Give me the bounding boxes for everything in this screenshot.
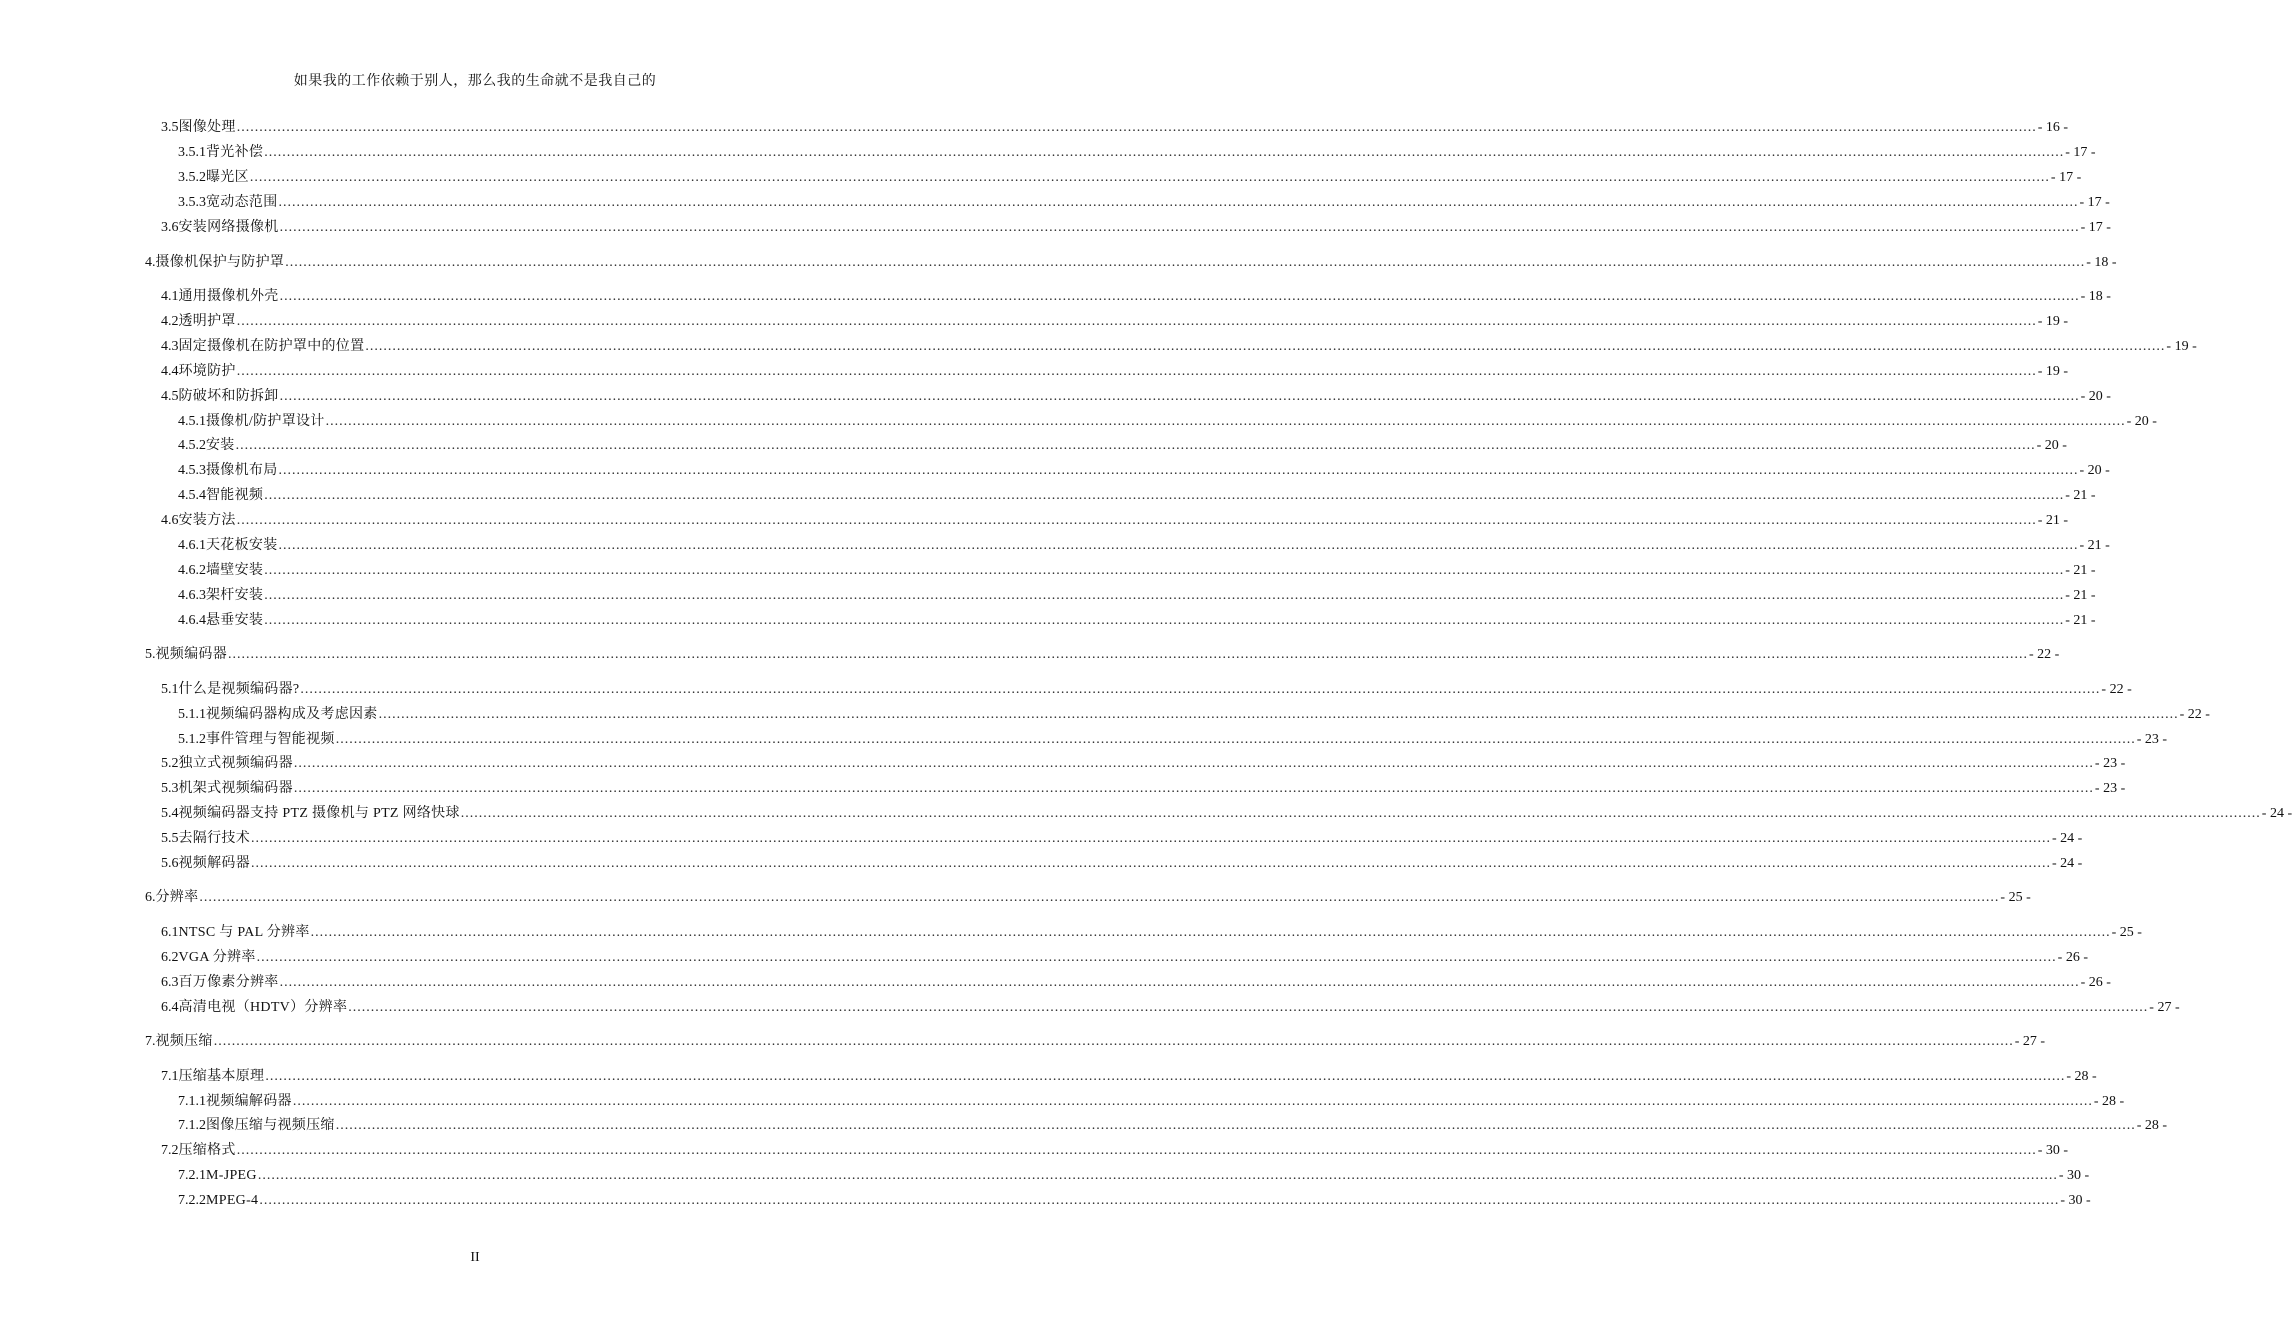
toc-entry-title: 曝光区 [206, 170, 249, 185]
toc-dot-leader: ................................................................................................................................................................................................................................................................................................................................................................................................................ [310, 925, 2111, 940]
toc-entry-page: - 21 - [2065, 613, 2096, 628]
toc-dot-leader: ................................................................................................................................................................................................................................................................................................................................................................................................................ [236, 314, 2037, 329]
toc-entry-title: 宽动态范围 [206, 195, 278, 210]
toc-entry[interactable] [178, 485, 2096, 507]
toc-dot-leader: ................................................................................................................................................................................................................................................................................................................................................................................................................ [236, 1143, 2037, 1158]
toc-entry-number: 4.6.4 [178, 613, 206, 628]
toc-entry-number: 4.1 [161, 289, 179, 304]
toc-entry-page: - 19 - [2037, 364, 2069, 379]
toc-entry-number: 4.3 [161, 339, 179, 354]
toc-entry-page: - 28 - [2093, 1094, 2125, 1109]
toc-entry-number: 4.6.2 [178, 563, 206, 578]
toc-entry-title: 背光补偿 [206, 145, 264, 160]
toc-entry[interactable] [161, 286, 2111, 308]
toc-entry-number: 5.4 [161, 806, 179, 821]
toc-entry[interactable] [161, 217, 2111, 239]
toc-dot-leader: ................................................................................................................................................................................................................................................................................................................................................................................................................ [264, 613, 2065, 628]
toc-entry[interactable] [161, 311, 2069, 333]
toc-entry[interactable] [145, 252, 2117, 274]
toc-entry-number: 4.2 [161, 314, 179, 329]
toc-entry-number: 6. [145, 890, 156, 905]
toc-entry-page: - 30 - [2058, 1168, 2090, 1183]
toc-entry-page: - 25 - [2000, 890, 2031, 905]
toc-entry-title: 安装网络摄像机 [178, 220, 279, 235]
toc-entry[interactable] [178, 435, 2067, 457]
toc-dot-leader: ................................................................................................................................................................................................................................................................................................................................................................................................................ [236, 364, 2037, 379]
toc-entry[interactable] [161, 1140, 2069, 1162]
toc-entry[interactable] [178, 142, 2096, 164]
toc-entry[interactable] [161, 947, 2088, 969]
toc-entry-number: 3.5.1 [178, 145, 206, 160]
toc-entry-number: 5.1 [161, 682, 179, 697]
toc-entry-page: - 17 - [2065, 145, 2096, 160]
toc-entry-title: 环境防护 [178, 364, 236, 379]
toc-entry-page: - 21 - [2065, 488, 2096, 503]
toc-entry-title: 悬垂安装 [206, 613, 264, 628]
toc-dot-leader: ................................................................................................................................................................................................................................................................................................................................................................................................................ [279, 389, 2080, 404]
toc-dot-leader: ................................................................................................................................................................................................................................................................................................................................................................................................................ [365, 339, 2166, 354]
toc-entry-page: - 28 - [2136, 1118, 2168, 1133]
toc-entry[interactable] [145, 644, 2060, 666]
toc-entry-title: M-JPEG [206, 1168, 257, 1183]
toc-entry-page: - 23 - [2094, 756, 2126, 771]
toc-entry-number: 4.5.2 [178, 438, 206, 453]
toc-entry-number: 6.2 [161, 950, 179, 965]
toc-entry-number: 5.2 [161, 756, 179, 771]
toc-entry[interactable] [161, 361, 2069, 383]
toc-entry[interactable] [178, 560, 2096, 582]
toc-dot-leader: ................................................................................................................................................................................................................................................................................................................................................................................................................ [460, 806, 2261, 821]
toc-entry-page: - 25 - [2111, 925, 2142, 940]
toc-dot-leader: ................................................................................................................................................................................................................................................................................................................................................................................................................ [278, 463, 2079, 478]
toc-entry-title: 安装方法 [178, 513, 236, 528]
toc-entry-number: 7.2.2 [178, 1193, 206, 1208]
toc-entry-title: 摄像机布局 [206, 463, 278, 478]
toc-entry-number: 3.6 [161, 220, 179, 235]
toc-entry-page: - 30 - [2060, 1193, 2091, 1208]
toc-dot-leader: ................................................................................................................................................................................................................................................................................................................................................................................................................ [279, 220, 2080, 235]
toc-entry-page: - 21 - [2079, 538, 2110, 553]
toc-entry[interactable] [178, 585, 2096, 607]
toc-dot-leader: ................................................................................................................................................................................................................................................................................................................................................................................................................ [228, 647, 2028, 662]
toc-entry-page: - 24 - [2052, 831, 2083, 846]
toc-entry-title: 防破坏和防拆卸 [178, 389, 279, 404]
toc-entry-number: 3.5.3 [178, 195, 206, 210]
toc-entry-page: - 21 - [2065, 588, 2096, 603]
toc-entry-number: 4.4 [161, 364, 179, 379]
toc-entry[interactable] [161, 853, 2083, 875]
toc-entry-page: - 20 - [2126, 414, 2157, 429]
toc-entry[interactable] [161, 510, 2069, 532]
toc-entry-page: - 27 - [2149, 1000, 2180, 1015]
toc-entry[interactable] [161, 336, 2197, 358]
toc-entry-page: - 22 - [2101, 682, 2132, 697]
toc-entry-number: 3.5 [161, 120, 179, 135]
toc-dot-leader: ................................................................................................................................................................................................................................................................................................................................................................................................................ [259, 1193, 2060, 1208]
toc-entry-number: 7.2.1 [178, 1168, 206, 1183]
toc-entry-page: - 20 - [2036, 438, 2067, 453]
toc-entry-title: 压缩基本原理 [178, 1069, 265, 1084]
toc-entry-title: 百万像素分辨率 [178, 975, 279, 990]
toc-entry-page: - 17 - [2050, 170, 2082, 185]
toc-entry-title: 事件管理与智能视频 [206, 732, 335, 747]
toc-dot-leader: ................................................................................................................................................................................................................................................................................................................................................................................................................ [293, 781, 2094, 796]
toc-dot-leader: ................................................................................................................................................................................................................................................................................................................................................................................................................ [293, 756, 2094, 771]
toc-entry-title: 架杆安装 [206, 588, 264, 603]
toc-entry-page: - 23 - [2094, 781, 2126, 796]
toc-dot-leader: ................................................................................................................................................................................................................................................................................................................................................................................................................ [279, 289, 2080, 304]
toc-entry-title: 视频编码器 [155, 647, 227, 662]
toc-dot-leader: ................................................................................................................................................................................................................................................................................................................................................................................................................ [264, 488, 2065, 503]
toc-dot-leader: ................................................................................................................................................................................................................................................................................................................................................................................................................ [279, 975, 2080, 990]
toc-entry-title: 视频编码器支持 PTZ 摄像机与 PTZ 网络快球 [178, 806, 460, 821]
toc-entry-title: 分辨率 [155, 890, 199, 905]
toc-entry-page: - 17 - [2080, 220, 2111, 235]
toc-entry-number: 7.1.2 [178, 1118, 206, 1133]
toc-entry-title: 墙壁安装 [206, 563, 264, 578]
toc-entry-number: 6.1 [161, 925, 179, 940]
toc-entry-title: 图像压缩与视频压缩 [206, 1118, 335, 1133]
toc-entry-page: - 21 - [2065, 563, 2096, 578]
page-header: 如果我的工作依赖于别人，那么我的生命就不是我自己的 [293, 74, 657, 89]
toc-entry[interactable] [145, 887, 2031, 909]
toc-entry-page: - 22 - [2029, 647, 2060, 662]
toc-entry-title: MPEG-4 [206, 1193, 259, 1208]
toc-dot-leader: ................................................................................................................................................................................................................................................................................................................................................................................................................ [199, 890, 2000, 905]
toc-entry-number: 7. [145, 1034, 156, 1049]
toc-entry-number: 4.6.1 [178, 538, 206, 553]
toc-entry-number: 4.6.3 [178, 588, 206, 603]
toc-entry[interactable] [178, 1190, 2091, 1212]
toc-entry-number: 4.5.1 [178, 414, 206, 429]
toc-entry-number: 4.6 [161, 513, 179, 528]
toc-entry[interactable] [161, 922, 2142, 944]
toc-entry[interactable] [161, 117, 2069, 139]
toc-entry-number: 5. [145, 647, 156, 662]
toc-dot-leader: ................................................................................................................................................................................................................................................................................................................................................................................................................ [236, 513, 2037, 528]
toc-entry-title: 透明护罩 [178, 314, 236, 329]
toc-entry-number: 5.1.2 [178, 732, 206, 747]
toc-entry-title: 独立式视频编码器 [178, 756, 293, 771]
toc-entry-title: 高清电视（HDTV）分辨率 [178, 1000, 348, 1015]
toc-entry-title: 什么是视频编码器? [178, 682, 300, 697]
toc-entry-title: 去隔行技术 [178, 831, 250, 846]
toc-entry-page: - 19 - [2166, 339, 2197, 354]
toc-entry-number: 3.5.2 [178, 170, 206, 185]
toc-entry-number: 7.1.1 [178, 1094, 206, 1109]
toc-entry[interactable] [161, 778, 2126, 800]
toc-entry-page: - 24 - [2261, 806, 2292, 821]
toc-entry-title: 视频解码器 [178, 856, 250, 871]
toc-entry-title: 压缩格式 [178, 1143, 236, 1158]
toc-entry-title: 摄像机保护与防护罩 [155, 255, 285, 270]
toc-entry-page: - 20 - [2080, 389, 2111, 404]
toc-dot-leader: ................................................................................................................................................................................................................................................................................................................................................................................................................ [278, 195, 2079, 210]
toc-dot-leader: ................................................................................................................................................................................................................................................................................................................................................................................................................ [264, 588, 2065, 603]
toc-dot-leader: ................................................................................................................................................................................................................................................................................................................................................................................................................ [325, 414, 2126, 429]
toc-entry[interactable] [178, 1115, 2168, 1137]
toc-entry-page: - 27 - [2014, 1034, 2046, 1049]
toc-entry-page: - 17 - [2079, 195, 2110, 210]
toc-dot-leader: ................................................................................................................................................................................................................................................................................................................................................................................................................ [251, 831, 2051, 846]
toc-entry-title: 智能视频 [206, 488, 264, 503]
toc-entry-title: 固定摄像机在防护罩中的位置 [178, 339, 365, 354]
toc-entry[interactable] [178, 535, 2110, 557]
toc-dot-leader: ................................................................................................................................................................................................................................................................................................................................................................................................................ [285, 255, 2086, 270]
toc-entry-title: 机架式视频编码器 [178, 781, 293, 796]
toc-entry[interactable] [161, 972, 2111, 994]
toc-entry-page: - 22 - [2179, 707, 2210, 722]
toc-dot-leader: ................................................................................................................................................................................................................................................................................................................................................................................................................ [249, 170, 2050, 185]
toc-dot-leader: ................................................................................................................................................................................................................................................................................................................................................................................................................ [300, 682, 2101, 697]
toc-dot-leader: ................................................................................................................................................................................................................................................................................................................................................................................................................ [335, 1118, 2136, 1133]
toc-entry-number: 7.1 [161, 1069, 179, 1084]
toc-dot-leader: ................................................................................................................................................................................................................................................................................................................................................................................................................ [265, 1069, 2066, 1084]
toc-entry-number: 4.5 [161, 389, 179, 404]
toc-entry[interactable] [161, 997, 2180, 1019]
toc-entry-page: - 26 - [2080, 975, 2111, 990]
toc-entry-page: - 28 - [2066, 1069, 2097, 1084]
toc-dot-leader: ................................................................................................................................................................................................................................................................................................................................................................................................................ [292, 1094, 2093, 1109]
toc-entry[interactable] [178, 1165, 2090, 1187]
toc-entry[interactable] [178, 460, 2110, 482]
toc-dot-leader: ................................................................................................................................................................................................................................................................................................................................................................................................................ [264, 145, 2065, 160]
toc-entry-number: 6.3 [161, 975, 179, 990]
toc-entry[interactable] [178, 411, 2157, 433]
toc-dot-leader: ................................................................................................................................................................................................................................................................................................................................................................................................................ [235, 438, 2036, 453]
toc-entry-number: 6.4 [161, 1000, 179, 1015]
toc-entry-number: 5.1.1 [178, 707, 206, 722]
toc-dot-leader: ................................................................................................................................................................................................................................................................................................................................................................................................................ [251, 856, 2051, 871]
toc-dot-leader: ................................................................................................................................................................................................................................................................................................................................................................................................................ [256, 950, 2057, 965]
toc-dot-leader: ................................................................................................................................................................................................................................................................................................................................................................................................................ [335, 732, 2136, 747]
toc-entry[interactable] [161, 828, 2083, 850]
toc-entry-page: - 24 - [2052, 856, 2083, 871]
toc-dot-leader: ................................................................................................................................................................................................................................................................................................................................................................................................................ [213, 1034, 2014, 1049]
toc-entry-page: - 26 - [2057, 950, 2088, 965]
toc-entry-page: - 20 - [2079, 463, 2110, 478]
toc-entry-title: NTSC 与 PAL 分辨率 [178, 925, 310, 940]
toc-entry-number: 4. [145, 255, 156, 270]
toc-entry-title: 天花板安装 [206, 538, 278, 553]
toc-dot-leader: ................................................................................................................................................................................................................................................................................................................................................................................................................ [348, 1000, 2149, 1015]
toc-entry-page: - 23 - [2136, 732, 2168, 747]
toc-entry-title: 安装 [206, 438, 235, 453]
toc-entry-page: - 18 - [2080, 289, 2111, 304]
toc-entry[interactable] [161, 753, 2126, 775]
toc-entry-title: 图像处理 [178, 120, 236, 135]
toc-entry[interactable] [161, 1066, 2097, 1088]
toc-entry-number: 5.5 [161, 831, 179, 846]
toc-entry-number: 5.3 [161, 781, 179, 796]
toc-entry[interactable] [145, 1031, 2046, 1053]
toc-entry[interactable] [161, 386, 2111, 408]
toc-entry-number: 4.5.3 [178, 463, 206, 478]
toc-entry[interactable] [161, 803, 2292, 825]
toc-entry-title: 摄像机/防护罩设计 [206, 414, 325, 429]
toc-dot-leader: ................................................................................................................................................................................................................................................................................................................................................................................................................ [257, 1168, 2058, 1183]
toc-entry[interactable] [178, 704, 2210, 726]
toc-entry[interactable] [178, 1091, 2125, 1113]
toc-entry-title: VGA 分辨率 [178, 950, 256, 965]
toc-entry-page: - 18 - [2086, 255, 2117, 270]
toc-entry-title: 视频压缩 [155, 1034, 213, 1049]
toc-entry-title: 通用摄像机外壳 [178, 289, 279, 304]
toc-entry[interactable] [178, 192, 2110, 214]
toc-entry-page: - 19 - [2037, 314, 2069, 329]
toc-entry-page: - 21 - [2037, 513, 2069, 528]
toc-entry[interactable] [178, 167, 2082, 189]
toc-entry-title: 视频编解码器 [206, 1094, 292, 1109]
toc-entry-number: 4.5.4 [178, 488, 206, 503]
toc-entry[interactable] [161, 679, 2132, 701]
toc-dot-leader: ................................................................................................................................................................................................................................................................................................................................................................................................................ [378, 707, 2179, 722]
toc-entry-number: 7.2 [161, 1143, 179, 1158]
toc-dot-leader: ................................................................................................................................................................................................................................................................................................................................................................................................................ [264, 563, 2065, 578]
toc-entry-page: - 30 - [2037, 1143, 2069, 1158]
toc-entry[interactable] [178, 729, 2168, 751]
toc-entry-title: 视频编码器构成及考虑因素 [206, 707, 378, 722]
page-number: II [470, 1250, 480, 1265]
toc-dot-leader: ................................................................................................................................................................................................................................................................................................................................................................................................................ [236, 120, 2037, 135]
toc-dot-leader: ................................................................................................................................................................................................................................................................................................................................................................................................................ [278, 538, 2079, 553]
toc-entry-number: 5.6 [161, 856, 179, 871]
toc-entry-page: - 16 - [2037, 120, 2069, 135]
toc-entry[interactable] [178, 610, 2096, 632]
